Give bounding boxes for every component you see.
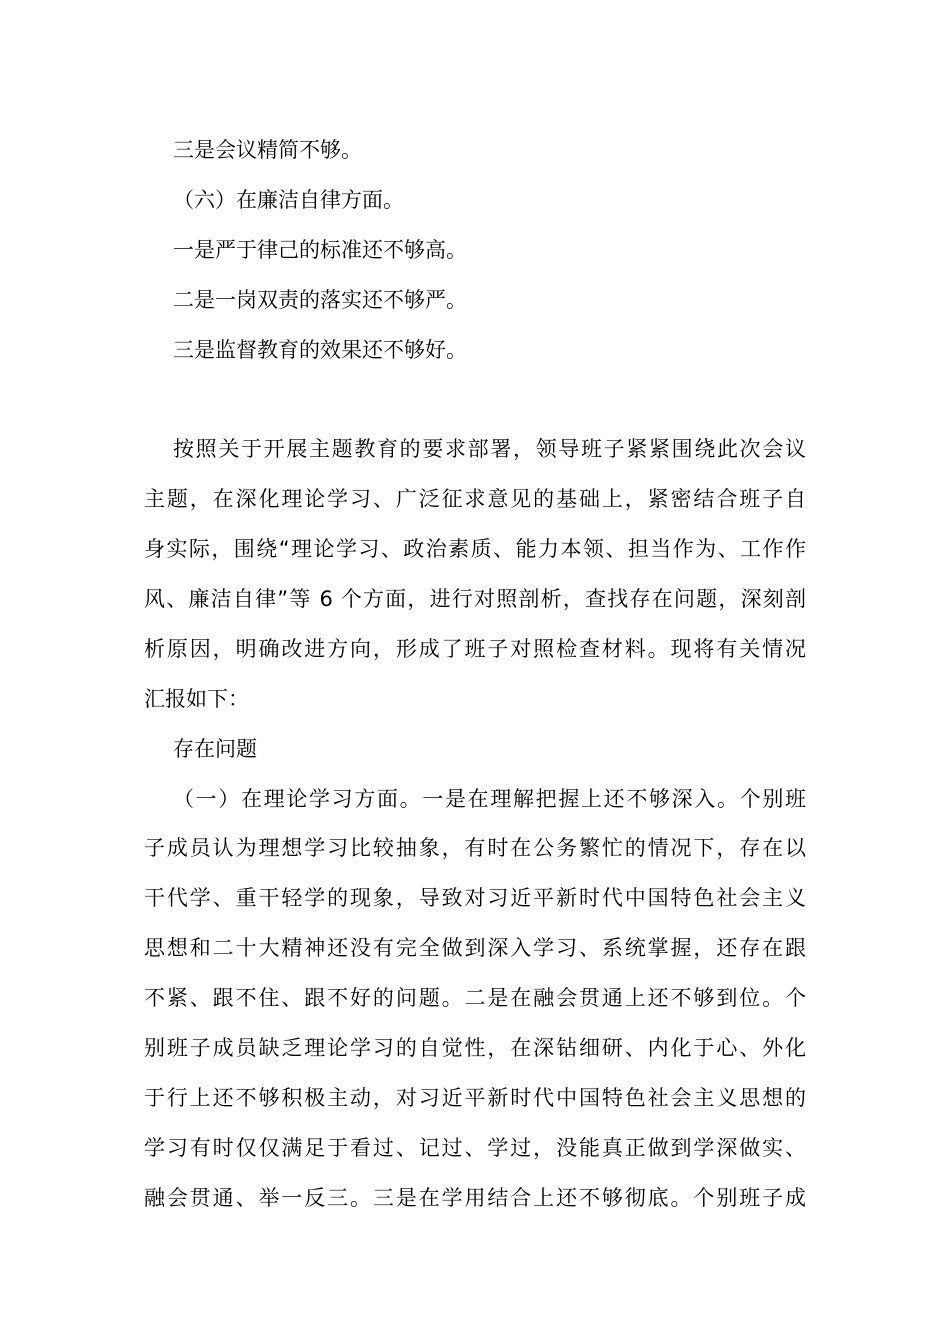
intro-line-last: 汇报如下： (144, 687, 249, 711)
section-1-line: 学习有时仅仅满足于看过、记过、学过，没能真正做到学深做实、 (144, 1136, 806, 1160)
intro-line: 风、廉洁自律”等 6 个方面，进行对照剖析，查找存在问题，深刻剖 (144, 587, 806, 611)
list-item-dual-responsibility: 二是一岗双责的落实还不够严。 (173, 288, 467, 312)
list-line-meeting-brevity: 三是会议精简不够。 (173, 138, 362, 162)
section-1-line: （一）在理论学习方面。一是在理解把握上还不够深入。个别班 (173, 787, 806, 811)
section-1-line: 融会贯通、举一反三。三是在学用结合上还不够彻底。个别班子成 (144, 1186, 806, 1210)
intro-line: 身实际，围绕“理论学习、政治素质、能力本领、担当作为、工作作 (144, 537, 806, 561)
heading-integrity-section: （六）在廉洁自律方面。 (173, 188, 404, 212)
section-title: 存在问题 (173, 737, 257, 761)
intro-line: 主题，在深化理论学习、广泛征求意见的基础上，紧密结合班子自 (144, 487, 806, 511)
list-item-supervision: 三是监督教育的效果还不够好。 (173, 338, 467, 362)
list-item-self-discipline: 一是严于律己的标准还不够高。 (173, 238, 467, 262)
section-1-line: 子成员认为理想学习比较抽象，有时在公务繁忙的情况下，存在以 (144, 836, 806, 860)
intro-line: 按照关于开展主题教育的要求部署，领导班子紧紧围绕此次会议 (173, 437, 806, 461)
section-1-line: 不紧、跟不住、跟不好的问题。二是在融会贯通上还不够到位。个 (144, 986, 806, 1010)
section-1-line: 别班子成员缺乏理论学习的自觉性，在深钻细研、内化于心、外化 (144, 1036, 806, 1060)
section-1-line: 干代学、重干轻学的现象，导致对习近平新时代中国特色社会主义 (144, 886, 806, 910)
intro-line: 析原因，明确改进方向，形成了班子对照检查材料。现将有关情况 (144, 637, 806, 661)
section-1-line: 思想和二十大精神还没有完全做到深入学习、系统掌握，还存在跟 (144, 936, 806, 960)
section-1-line: 于行上还不够积极主动，对习近平新时代中国特色社会主义思想的 (144, 1086, 806, 1110)
